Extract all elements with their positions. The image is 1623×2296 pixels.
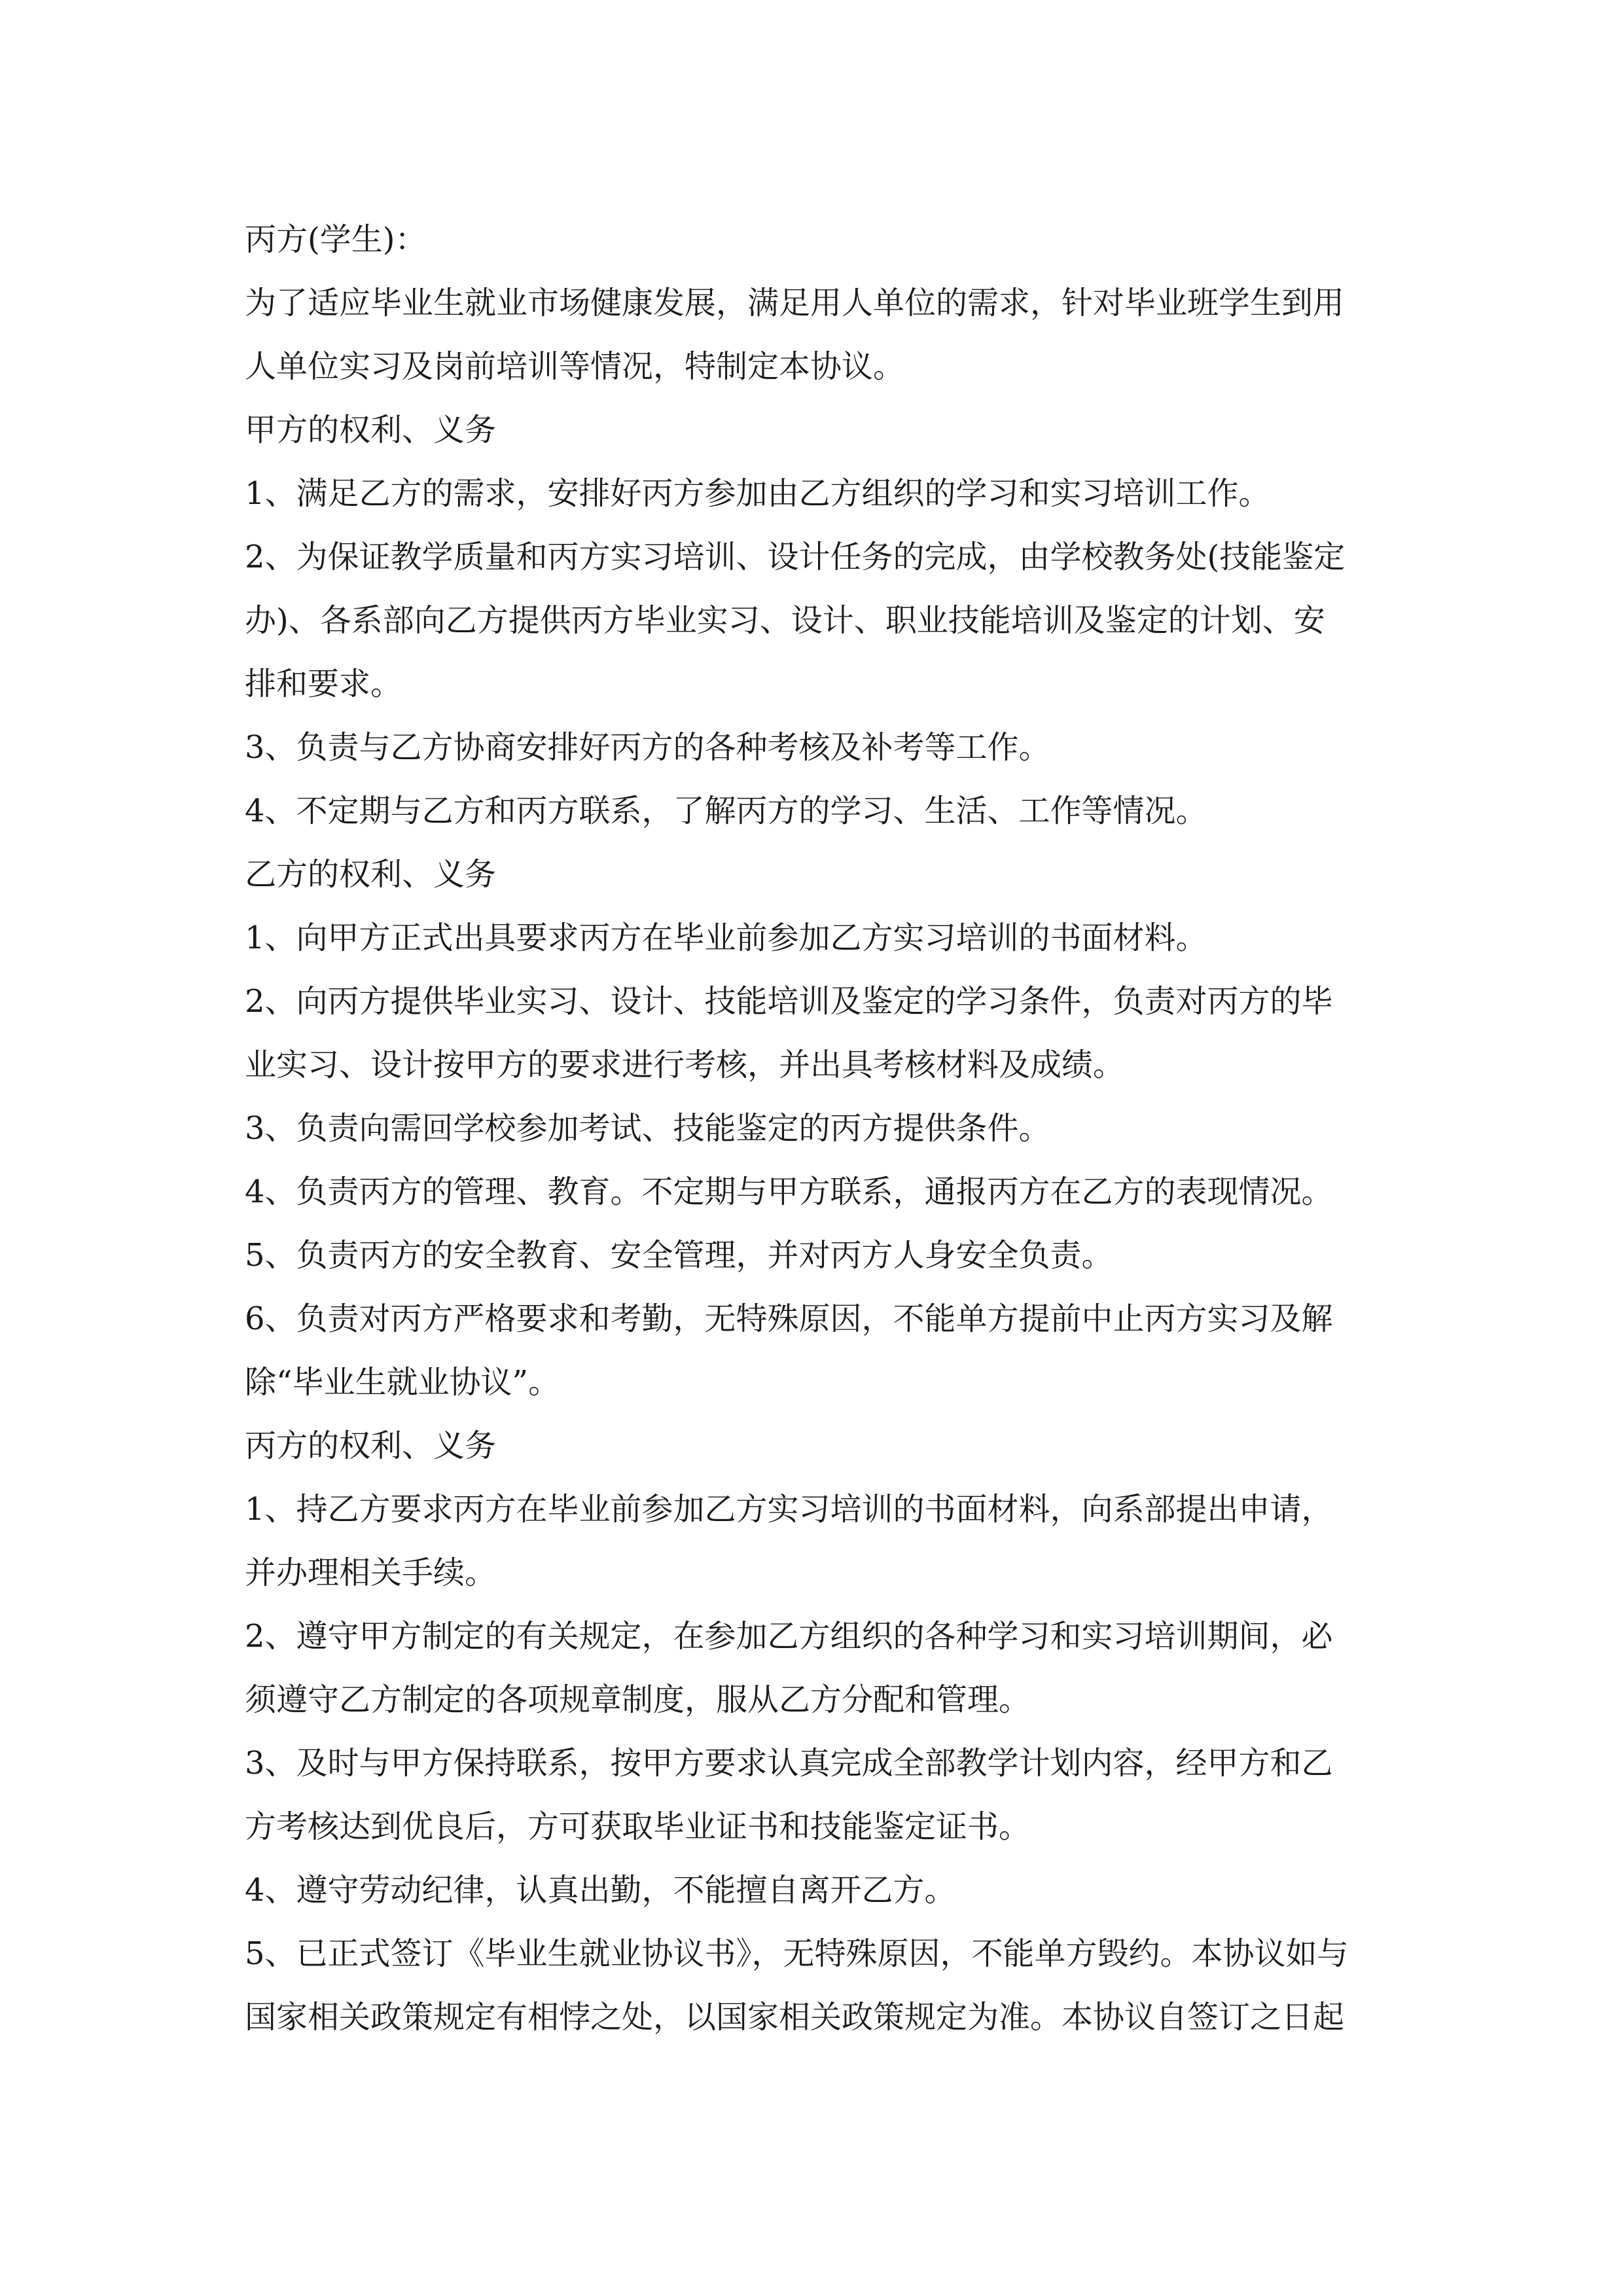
text-line: 须遵守乙方制定的各项规章制度，服从乙方分配和管理。 [245, 1681, 1031, 1718]
document-body [245, 208, 1381, 2049]
text-line: 4、负责丙方的管理、教育。不定期与甲方联系，通报丙方在乙方的表现情况。 [245, 1174, 1333, 1210]
text-line: 2、为保证教学质量和丙方实习培训、设计任务的完成，由学校教务处(技能鉴定 [245, 539, 1346, 575]
text-line: 排和要求。 [245, 666, 402, 702]
text-line: 办)、各系部向乙方提供丙方毕业实习、设计、职业技能培训及鉴定的计划、安 [245, 602, 1325, 639]
text-line: 方考核达到优良后，方可获取毕业证书和技能鉴定证书。 [245, 1808, 1031, 1845]
text-line: 2、遵守甲方制定的有关规定，在参加乙方组织的各种学习和实习培训期间，必 [245, 1618, 1333, 1655]
text-line: 6、负责对丙方严格要求和考勤，无特殊原因，不能单方提前中止丙方实习及解 [245, 1300, 1333, 1337]
text-line: 3、负责与乙方协商安排好丙方的各种考核及补考等工作。 [245, 729, 1050, 766]
text-line: 4、不定期与乙方和丙方联系，了解丙方的学习、生活、工作等情况。 [245, 793, 1207, 829]
section-heading: 丙方的权利、义务 [245, 1427, 497, 1464]
text-line: 国家相关政策规定有相悖之处，以国家相关政策规定为准。本协议自签订之日起 [245, 1999, 1345, 2036]
text-line: 并办理相关手续。 [245, 1554, 497, 1591]
section-heading: 甲方的权利、义务 [245, 412, 497, 448]
text-line: 除“毕业生就业协议”。 [245, 1364, 560, 1401]
text-line: 2、向丙方提供毕业实习、设计、技能培训及鉴定的学习条件，负责对丙方的毕 [245, 983, 1333, 1020]
text-line: 1、持乙方要求丙方在毕业前参加乙方实习培训的书面材料，向系部提出申请， [245, 1491, 1333, 1528]
text-line: 业实习、设计按甲方的要求进行考核，并出具考核材料及成绩。 [245, 1047, 1125, 1083]
text-line: 人单位实习及岗前培训等情况，特制定本协议。 [245, 348, 905, 385]
text-line: 5、已正式签订《毕业生就业协议书》，无特殊原因，不能单方毁约。本协议如与 [245, 1935, 1349, 1972]
text-line: 3、及时与甲方保持联系，按甲方要求认真完成全部教学计划内容，经甲方和乙 [245, 1745, 1333, 1782]
text-line: 1、满足乙方的需求，安排好丙方参加由乙方组织的学习和实习培训工作。 [245, 475, 1270, 512]
text-line: 3、负责向需回学校参加考试、技能鉴定的丙方提供条件。 [245, 1110, 1050, 1147]
text-line: 为了适应毕业生就业市场健康发展，满足用人单位的需求，针对毕业班学生到用 [245, 285, 1345, 321]
text-line: 丙方(学生)： [245, 221, 427, 258]
text-line: 1、向甲方正式出具要求丙方在毕业前参加乙方实习培训的书面材料。 [245, 920, 1207, 956]
text-line: 4、遵守劳动纪律，认真出勤，不能擅自离开乙方。 [245, 1872, 956, 1909]
text-line: 5、负责丙方的安全教育、安全管理，并对丙方人身安全负责。 [245, 1237, 1113, 1274]
section-heading: 乙方的权利、义务 [245, 856, 497, 893]
